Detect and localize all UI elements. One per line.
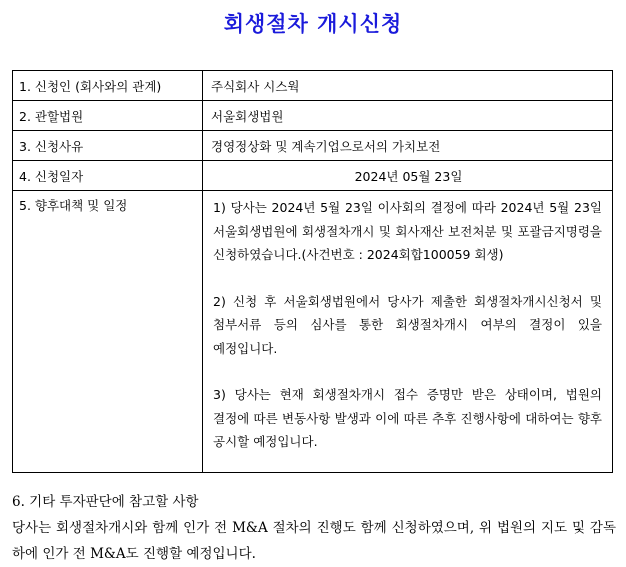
paragraph-spacer [213,360,602,383]
applicant-value: 주식회사 시스웍 [203,71,613,101]
table-row-reason [13,131,613,161]
other-notes-section [12,489,616,567]
filing-date-value: 2024년 05월 23일 [203,161,613,191]
reason-value: 경영정상화 및 계속기업으로서의 가치보전 [203,131,613,161]
court-label: 2. 관할법원 [13,101,203,131]
paragraph-spacer [213,267,602,290]
table-row-court [13,101,613,131]
table-row-date [13,161,613,191]
disclosure-table [12,70,613,473]
filing-date-label: 4. 신청일자 [13,161,203,191]
plan-paragraph-3: 3) 당사는 현재 회생절차개시 접수 증명만 받은 상태이며, 법원의 결정에 따른 변동사항 발생과 이에 따른 추후 진행사항에 대하여는 향후 공시할 예정입니다. [213,387,602,449]
applicant-label: 1. 신청인 (회사와의 관계) [13,71,203,101]
plan-paragraph-1: 1) 당사는 2024년 5월 23일 이사회의 결정에 따라 2024년 5월 23일 서울회생법원에 회생절차개시 및 회사재산 보전처분 및 포괄금지명령을 신청하였습니다.(사건번호 : 2024회합100059 회생) [213,200,602,262]
other-notes-body: 당사는 회생절차개시와 함께 인가 전 M&A 절차의 진행도 함께 신청하였으며, 위 법원의 지도 및 감독 하에 인가 전 M&A도 진행할 예정입니다. [12,520,616,562]
table-row-applicant [13,71,613,101]
reason-label: 3. 신청사유 [13,131,203,161]
document-title: 회생절차 개시신청 [223,12,403,36]
plan-content [203,191,613,473]
plan-label: 5. 향후대책 및 일정 [13,191,203,473]
table-row-plan [13,191,613,473]
plan-paragraph-2: 2) 신청 후 서울회생법원에서 당사가 제출한 회생절차개시신청서 및 첨부서류 등의 심사를 통한 회생절차개시 여부의 결정이 있을 예정입니다. [213,293,602,356]
other-notes-heading: 6. 기타 투자판단에 참고할 사항 [12,494,199,510]
court-value: 서울회생법원 [203,101,613,131]
